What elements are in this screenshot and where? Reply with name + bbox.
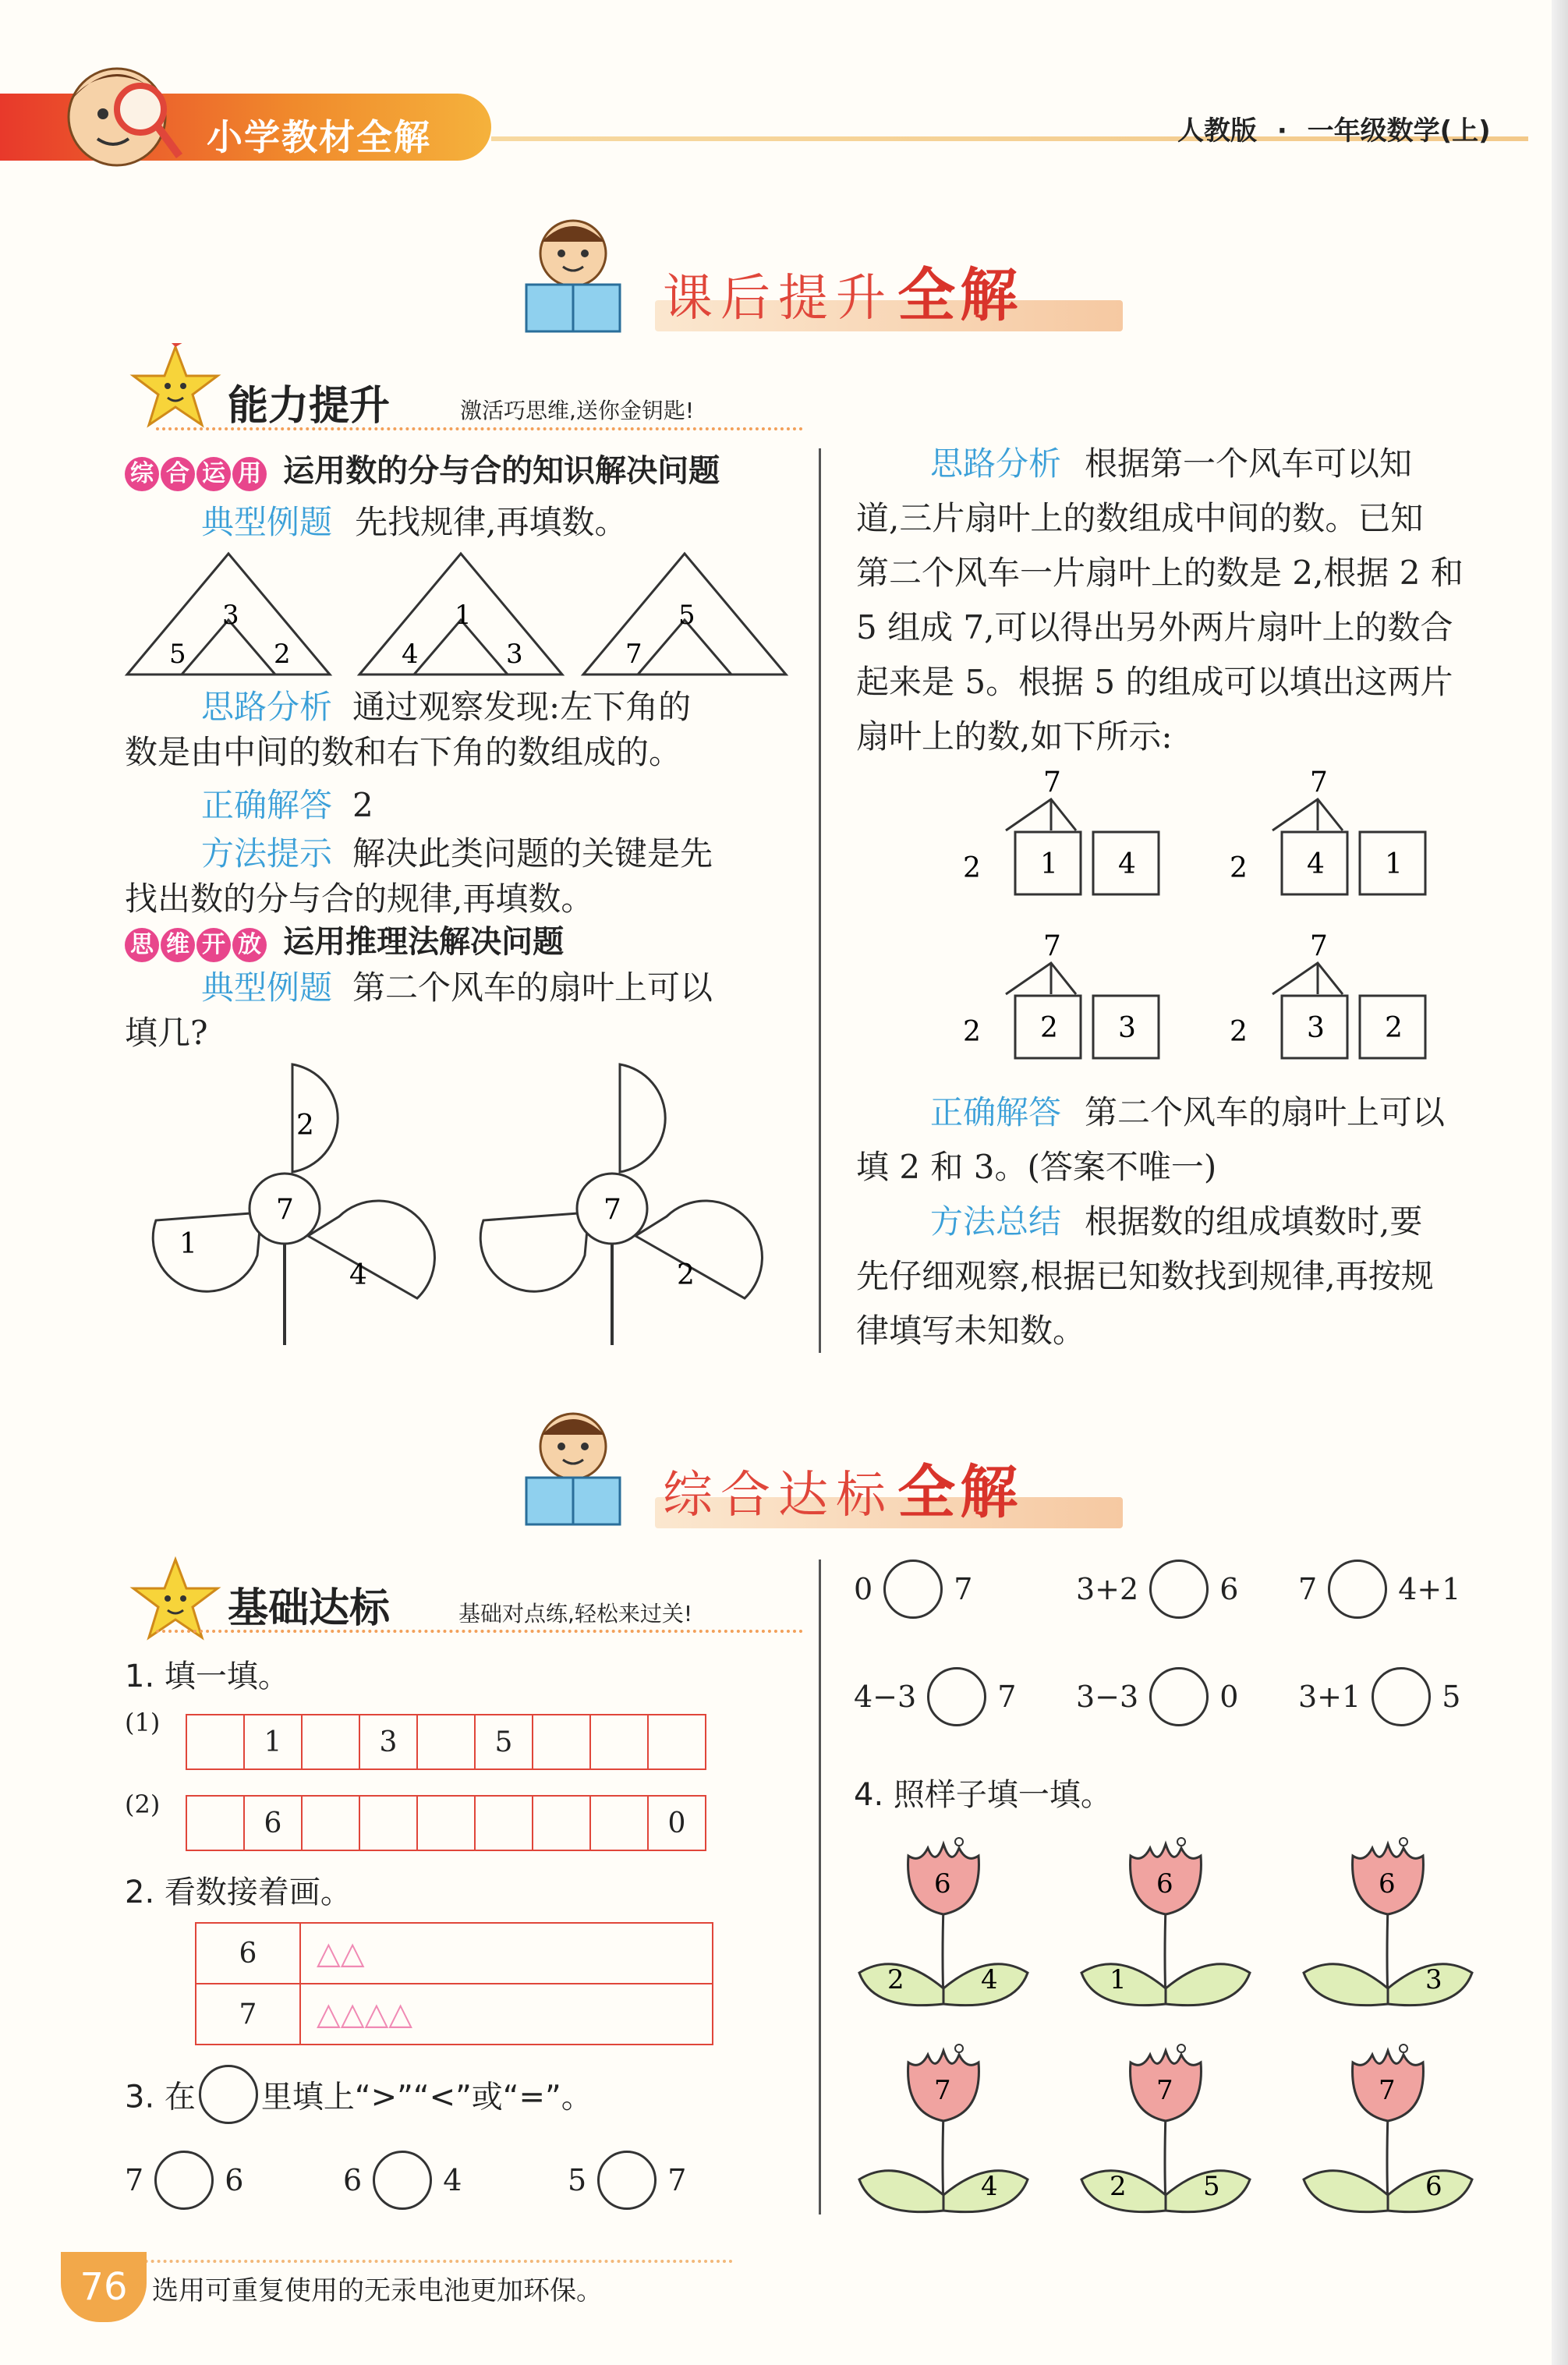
flower4-top: 7 — [934, 2075, 951, 2106]
answer-circle[interactable] — [927, 1667, 986, 1726]
ex2-line2: 填几? — [125, 1014, 208, 1052]
cmp-a: 6 — [343, 2163, 363, 2197]
answer-circle[interactable] — [883, 1560, 943, 1619]
section2-banner — [663, 1446, 1022, 1529]
grid2-cell[interactable] — [359, 1796, 417, 1850]
q3-pre: 3. 在 — [125, 2079, 196, 2115]
section1-banner-text: 课后提升 — [663, 270, 894, 327]
ex1-line — [201, 495, 627, 550]
compare-item — [125, 2151, 243, 2210]
q2-title: 2. 看数接着画。 — [125, 1875, 352, 1910]
split4-side: 2 — [1230, 1016, 1248, 1048]
edition: 人教版 — [1177, 115, 1257, 147]
compare-item — [568, 2151, 686, 2210]
page-number: 76 — [61, 2252, 147, 2322]
sum-label: 方法总结 — [930, 1202, 1062, 1241]
cmp-b: 6 — [225, 2163, 244, 2197]
grid2-cell[interactable] — [475, 1796, 533, 1850]
split2-b: 1 — [1385, 848, 1403, 880]
tri1-right: 2 — [274, 639, 291, 670]
book-info — [1177, 109, 1491, 147]
split3-b: 3 — [1118, 1012, 1136, 1044]
grid1-cell: 1 — [244, 1715, 302, 1769]
section1-banner — [663, 250, 1022, 332]
cmp-a: 7 — [1298, 1572, 1318, 1606]
split2-top: 7 — [1310, 768, 1328, 798]
flower-4 — [859, 2045, 1028, 2212]
q1-grid-2 — [186, 1795, 706, 1851]
an2-line4: 5 组成 7,可以得出另外两片扇叶上的数合 — [856, 608, 1453, 646]
flower3-right: 3 — [1425, 1964, 1442, 1995]
flower4-right: 4 — [981, 2171, 998, 2202]
ans1-text: 2 — [352, 786, 373, 824]
flower-3 — [1304, 1838, 1472, 2006]
q3-title — [125, 2065, 593, 2124]
q2-table — [195, 1922, 713, 2045]
flower5-right: 5 — [1203, 2171, 1220, 2202]
wm1-left: 1 — [179, 1228, 197, 1260]
windmill-2 — [480, 1064, 762, 1345]
split2-side: 2 — [1230, 852, 1248, 884]
flower6-top: 7 — [1379, 2075, 1396, 2106]
an2-line6: 扇叶上的数,如下所示: — [856, 717, 1173, 756]
grid1-cell[interactable] — [590, 1715, 648, 1769]
triangle-2 — [359, 554, 562, 674]
an1-line1: 通过观察发现:左下角的 — [352, 688, 692, 726]
cmp-a: 3+1 — [1298, 1680, 1361, 1714]
q2-triangles[interactable]: △△ — [300, 1923, 713, 1984]
flower-1 — [859, 1838, 1028, 2006]
wm1-center: 7 — [276, 1194, 294, 1226]
tri3-top: 5 — [678, 600, 696, 631]
flower1-top: 6 — [934, 1868, 951, 1899]
split3-a: 2 — [1040, 1012, 1058, 1044]
tri2-right: 3 — [506, 639, 523, 670]
cmp-b: 6 — [1219, 1572, 1239, 1606]
split4-top: 7 — [1310, 930, 1328, 962]
tip1-line1: 解决此类问题的关键是先 — [352, 834, 713, 873]
grid2-cell: 6 — [244, 1796, 302, 1850]
cmp-a: 7 — [125, 2163, 144, 2197]
cmp-b: 5 — [1442, 1680, 1461, 1714]
cmp-b: 7 — [954, 1572, 973, 1606]
an2-line3: 第二个风车一片扇叶上的数是 2,根据 2 和 — [856, 554, 1464, 592]
q2-num: 6 — [196, 1923, 300, 1984]
ans2-line2: 填 2 和 3。(答案不唯一) — [856, 1148, 1217, 1186]
footer-dotline — [70, 2260, 733, 2263]
answer-circle[interactable] — [1149, 1560, 1209, 1619]
split-diagrams — [951, 768, 1450, 1080]
an1-block — [125, 680, 811, 926]
flower-5 — [1081, 2045, 1250, 2212]
tag-char: 开 — [196, 928, 231, 962]
wm2-right: 2 — [677, 1259, 695, 1291]
grid2-cell[interactable] — [417, 1796, 475, 1850]
split-3 — [963, 930, 1159, 1058]
tip1-label: 方法提示 — [201, 834, 333, 873]
compare-item — [1298, 1560, 1460, 1619]
cmp-a: 3+2 — [1076, 1572, 1139, 1606]
tag-zonghe-yunyong — [125, 446, 720, 491]
flower2-top: 6 — [1156, 1868, 1173, 1899]
sum-line2: 先仔细观察,根据已知数找到规律,再按规 — [856, 1257, 1434, 1295]
wm2-center: 7 — [603, 1194, 621, 1226]
an2-block — [856, 437, 1527, 764]
tag-char: 运 — [196, 457, 231, 491]
page-edge — [1552, 0, 1568, 2365]
grid2-cell: 0 — [648, 1796, 706, 1850]
ex1-text: 先找规律,再填数。 — [355, 503, 628, 541]
split1-side: 2 — [963, 852, 981, 884]
basic-title: 基础达标 — [228, 1585, 391, 1632]
triangle-3 — [583, 554, 786, 674]
basic-dotline — [156, 1630, 803, 1633]
split3-top: 7 — [1043, 930, 1061, 962]
star-mascot-icon — [129, 1556, 222, 1641]
ans2-label: 正确解答 — [930, 1093, 1062, 1131]
column-divider-1 — [819, 448, 821, 1353]
ability-slogan: 激活巧思维,送你金钥匙! — [460, 398, 695, 423]
q2-triangles[interactable]: △△△△ — [300, 1984, 713, 2045]
flower-puzzles — [850, 1832, 1520, 2238]
q2-row — [196, 1984, 713, 2045]
flower-2 — [1081, 1838, 1250, 2006]
tag1-title: 运用数的分与合的知识解决问题 — [283, 453, 720, 489]
grid1-cell[interactable] — [186, 1715, 244, 1769]
grid1-cell[interactable] — [417, 1715, 475, 1769]
blank-circle-icon — [199, 2065, 258, 2124]
grid2-cell[interactable] — [590, 1796, 648, 1850]
ex1-label: 典型例题 — [201, 503, 333, 541]
an1-label: 思路分析 — [201, 688, 333, 726]
ans2-line1: 第二个风车的扇叶上可以 — [1085, 1093, 1446, 1131]
ability-dotline — [156, 427, 803, 430]
flower-6 — [1304, 2045, 1472, 2212]
triangle-puzzles — [121, 546, 807, 682]
compare-item — [854, 1560, 972, 1619]
grid2-cell[interactable] — [533, 1796, 590, 1850]
sum-line3: 律填写未知数。 — [856, 1312, 1086, 1350]
cmp-b: 7 — [997, 1680, 1017, 1714]
flower3-top: 6 — [1379, 1868, 1396, 1899]
compare-item — [343, 2151, 462, 2210]
tri2-top: 1 — [455, 600, 472, 631]
flower2-left: 1 — [1110, 1964, 1127, 1995]
answer-circle[interactable] — [154, 2151, 214, 2210]
split4-a: 3 — [1307, 1012, 1325, 1044]
star-mascot-icon — [129, 343, 222, 429]
section1-banner-big: 全解 — [897, 262, 1023, 329]
flower1-right: 4 — [981, 1964, 998, 1995]
cmp-a: 3−3 — [1076, 1680, 1139, 1714]
tag-char: 用 — [232, 457, 267, 491]
split1-top: 7 — [1043, 768, 1061, 798]
grid2-cell[interactable] — [186, 1796, 244, 1850]
ans2-block — [856, 1085, 1527, 1358]
wm1-top: 2 — [296, 1110, 314, 1142]
series-title: 小学教材全解 — [207, 116, 431, 158]
answer-circle[interactable] — [1328, 1560, 1387, 1619]
mascot-magnifier-icon — [31, 47, 187, 187]
tag-char: 维 — [161, 928, 195, 962]
tag-char: 综 — [125, 457, 159, 491]
grid2-cell[interactable] — [302, 1796, 359, 1850]
an2-line5: 起来是 5。根据 5 的组成可以填出这两片 — [856, 663, 1453, 701]
compare-item — [1298, 1667, 1460, 1726]
section2-banner-text: 综合达标 — [663, 1467, 894, 1524]
q1-row2-label: (2) — [125, 1790, 161, 1819]
column-divider-2 — [819, 1560, 821, 2215]
footer-tip: 选用可重复使用的无汞电池更加环保。 — [152, 2275, 603, 2307]
reading-kid-icon — [507, 211, 639, 343]
q2-num: 7 — [196, 1984, 300, 2045]
split4-b: 2 — [1385, 1012, 1403, 1044]
answer-circle[interactable] — [597, 2151, 657, 2210]
cmp-b: 4+1 — [1398, 1572, 1461, 1606]
section2-banner-big: 全解 — [897, 1459, 1023, 1526]
cmp-a: 5 — [568, 2163, 587, 2197]
tri3-left: 7 — [625, 639, 642, 670]
cmp-a: 0 — [854, 1572, 873, 1606]
flower6-right: 6 — [1425, 2171, 1442, 2202]
grid1-cell[interactable] — [302, 1715, 359, 1769]
answer-circle[interactable] — [373, 2151, 432, 2210]
q3-post: 里填上“>”“<”或“=”。 — [260, 2079, 593, 2115]
split3-side: 2 — [963, 1016, 981, 1048]
split2-a: 4 — [1307, 848, 1325, 880]
ex2-line1: 第二个风车的扇叶上可以 — [352, 968, 713, 1007]
ans1-label: 正确解答 — [201, 786, 333, 824]
ability-title: 能力提升 — [228, 383, 391, 430]
answer-circle[interactable] — [1372, 1667, 1431, 1726]
q1-grid-1 — [186, 1714, 706, 1770]
tri1-top: 3 — [222, 600, 239, 631]
grid1-cell: 3 — [359, 1715, 417, 1769]
q2-row — [196, 1923, 713, 1984]
ex2-block — [125, 961, 811, 1060]
cmp-b: 0 — [1219, 1680, 1239, 1714]
reading-kid-icon — [507, 1404, 639, 1536]
grade: 一年级数学(上) — [1307, 115, 1491, 147]
wm1-right: 4 — [349, 1259, 367, 1291]
ex2-label: 典型例题 — [201, 968, 333, 1007]
answer-circle[interactable] — [1149, 1667, 1209, 1726]
tag-siwei-kaifang — [125, 917, 564, 962]
grid1-cell[interactable] — [648, 1715, 706, 1769]
compare-item — [1076, 1667, 1238, 1726]
q1-row1-label: (1) — [125, 1708, 161, 1737]
compare-item — [854, 1667, 1016, 1726]
compare-item — [1076, 1560, 1238, 1619]
tri2-left: 4 — [402, 639, 419, 670]
q4-title: 4. 照样子填一填。 — [854, 1777, 1112, 1813]
an2-label: 思路分析 — [930, 444, 1062, 483]
tag-char: 放 — [232, 928, 267, 962]
triangle-1 — [127, 554, 330, 674]
tri1-left: 5 — [169, 639, 186, 670]
cmp-b: 4 — [443, 2163, 462, 2197]
flower5-top: 7 — [1156, 2075, 1173, 2106]
cmp-b: 7 — [667, 2163, 687, 2197]
tag-char: 合 — [161, 457, 195, 491]
an1-line2: 数是由中间的数和右下角的数组成的。 — [125, 733, 682, 771]
an2-line2: 道,三片扇叶上的数组成中间的数。已知 — [856, 499, 1424, 537]
an2-line1: 根据第一个风车可以知 — [1085, 444, 1413, 483]
split-4 — [1230, 930, 1425, 1058]
tag2-title: 运用推理法解决问题 — [283, 924, 565, 960]
grid1-cell[interactable] — [533, 1715, 590, 1769]
basic-slogan: 基础对点练,轻松来过关! — [458, 1601, 693, 1627]
cmp-a: 4−3 — [854, 1680, 917, 1714]
q1-title: 1. 填一填。 — [125, 1659, 289, 1694]
flower5-left: 2 — [1110, 2171, 1127, 2202]
windmills — [148, 1057, 834, 1353]
split1-b: 4 — [1118, 848, 1136, 880]
sum-line1: 根据数的组成填数时,要 — [1085, 1202, 1423, 1241]
tip1-line2: 找出数的分与合的规律,再填数。 — [125, 880, 594, 918]
split1-a: 1 — [1040, 848, 1058, 880]
split-1 — [963, 768, 1159, 894]
split-2 — [1230, 768, 1425, 894]
grid1-cell: 5 — [475, 1715, 533, 1769]
flower1-left: 2 — [887, 1964, 904, 1995]
tag-char: 思 — [125, 928, 159, 962]
separator-dot: · — [1276, 115, 1287, 147]
windmill-1 — [153, 1064, 434, 1345]
